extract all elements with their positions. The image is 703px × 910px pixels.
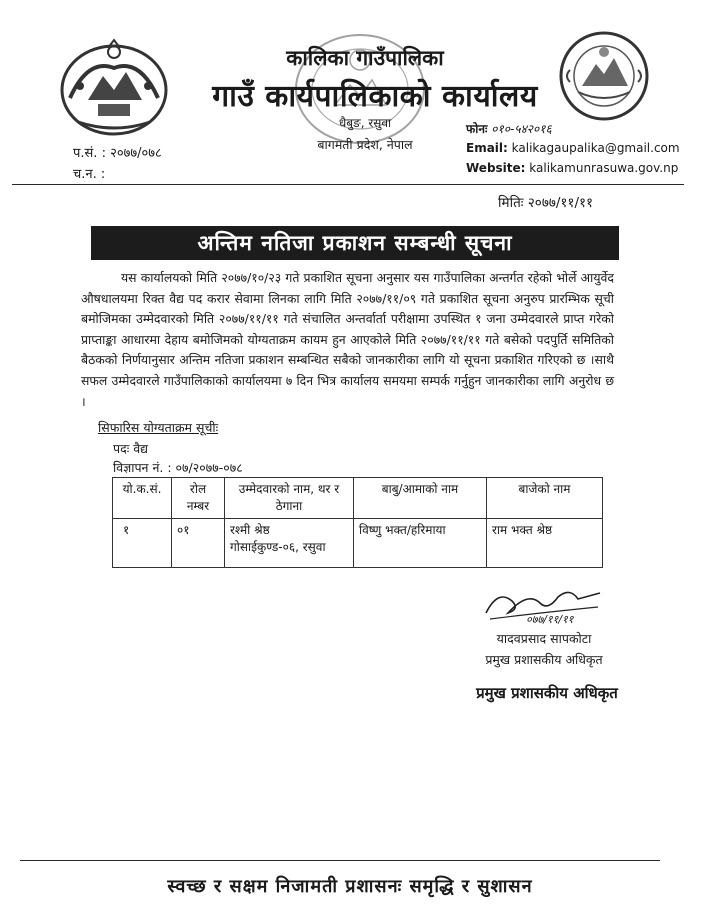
notice-title: अन्तिम नतिजा प्रकाशन सम्बन्धी सूचना bbox=[91, 226, 619, 260]
email-label: Email: bbox=[466, 141, 508, 155]
col-parents-header: बाबु/आमाको नाम bbox=[354, 478, 487, 519]
notice-body: यस कार्यालयको मिति २०७७/१०/२३ गते प्रकाशित सूचना अनुसार यस गाउँपालिका अन्तर्गत रहेको भोर्ले आयुर्वेद औषधालयमा रिक्त वैद्य पद करार सेवामा लिनका लागि मिति २०७७/११/०९ गते प्रकाशित सूचना अनुरुप प्रारम्भिक सूची बमोजिमका उम्मेदवारको मिति २०७७/११/११ गते संचालित अन्तर्वार्ता परीक्षामा उपस्थित १ जना उम्मेदवारले प्राप्त गरेको प्राप्ताङ्का आधारमा देहाय बमोजिमको योग्यताक्रम कायम हुन आएकोले मिति २०७७/११/११ गते बसेको पदपुर्ति समितिको बैठकको निर्णयानुसार अन्तिम नतिजा प्रकाशन सम्बन्धित सबैको जानकारीका लागि यो सूचना प्रकाशित गरिएको छ ।साथै सफल उम्मेदवारले गाउँपालिकाको कार्यालयमा ७ दिन भित्र कार्यालय समयमा सम्पर्क गर्नुहुन जानकारीका लागि अनुरोध छ । bbox=[81, 270, 614, 409]
candidate-name: रश्मी श्रेष्ठ bbox=[230, 523, 270, 537]
cell-roll: ०१ bbox=[172, 519, 225, 568]
signatory-title-bold: प्रमुख प्रशासकीय अधिकृत bbox=[476, 684, 618, 702]
table-header-row bbox=[113, 478, 603, 519]
post-name: पदः वैद्य bbox=[113, 441, 149, 456]
website-label: Website: bbox=[466, 161, 526, 175]
cell-parents: विष्णु भक्त/हरिमाया bbox=[354, 519, 487, 568]
website-line bbox=[466, 161, 678, 175]
table-row bbox=[113, 519, 603, 568]
result-table bbox=[112, 477, 603, 568]
notice-date: मितिः २०७७/११/११ bbox=[498, 195, 594, 211]
candidate-address: गोसाईकुण्ड-०६, रसुवा bbox=[230, 540, 326, 554]
phone-label: फोनः bbox=[466, 122, 488, 136]
signatory-title: प्रमुख प्रशासकीय अधिकृत bbox=[485, 652, 603, 667]
nepal-emblem-logo bbox=[58, 38, 170, 136]
signature-date: ०७७/११/११ bbox=[526, 613, 574, 626]
cell-grandfather: राम भक्त श्रेष्ठ bbox=[487, 519, 603, 568]
municipality-name: कालिका गाउँपालिका bbox=[286, 45, 444, 70]
footer-slogan: स्वच्छ र सक्षम निजामती प्रशासनः समृद्धि र सुशासन bbox=[167, 876, 533, 897]
signatory-name: यादवप्रसाद सापकोटा bbox=[496, 631, 592, 646]
recommendation-heading: सिफारिस योग्यताक्रम सूचीः bbox=[98, 420, 219, 435]
reference-number: प.सं. : २०७७/०७८ bbox=[73, 146, 162, 161]
handwritten-signature bbox=[478, 583, 608, 629]
advert-number: विज्ञापन नं. : ०७/२०७७-०७८ bbox=[113, 460, 243, 475]
col-roll-header: रोल नम्बर bbox=[172, 478, 225, 519]
office-title: गाउँ कार्यपालिकाको कार्यालय bbox=[212, 79, 538, 114]
phone-line bbox=[466, 120, 552, 137]
email-address[interactable]: kalikagaupalika@gmail.com bbox=[511, 141, 680, 155]
municipality-logo bbox=[558, 30, 650, 122]
office-location: धैबुङ, रसुवा bbox=[338, 116, 392, 130]
cell-candidate bbox=[225, 519, 354, 568]
header-divider bbox=[12, 184, 684, 185]
phone-number: ०१०-५४२०१६ bbox=[491, 122, 552, 136]
website-url[interactable]: kalikamunrasuwa.gov.np bbox=[529, 161, 679, 175]
dispatch-number: च.न. : bbox=[73, 167, 106, 182]
col-grandfather-header: बाजेको नाम bbox=[487, 478, 603, 519]
email-line bbox=[466, 141, 680, 155]
col-candidate-header: उम्मेदवारको नाम, थर र ठेगाना bbox=[225, 478, 354, 519]
cell-serial: १ bbox=[113, 519, 172, 568]
office-province: बागमती प्रदेश, नेपाल bbox=[317, 137, 413, 152]
col-serial-header: यो.क.सं. bbox=[113, 478, 172, 519]
footer-divider bbox=[20, 860, 660, 861]
